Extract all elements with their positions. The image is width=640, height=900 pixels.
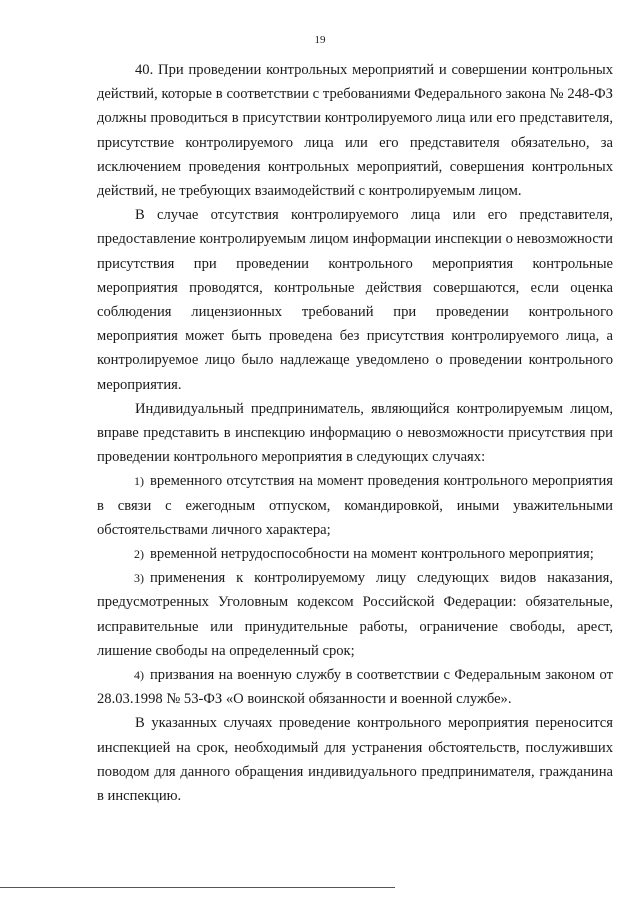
list-item: [97, 566, 613, 663]
list-item: [97, 469, 613, 542]
list-item-text: применения к контролируемому лицу следующих видов наказания, предусмотренных Уголовным кодексом Российской Федерации: обязательные, исправительные или принудительные работы, ограничение свободы, арест, лишение свободы на определенный срок;: [97, 570, 613, 659]
list-item: [97, 542, 613, 566]
list-marker: 1): [134, 474, 144, 489]
list-marker: 4): [134, 668, 144, 683]
list-item: [97, 663, 613, 711]
list-marker: 2): [134, 547, 144, 562]
page-number: 19: [314, 34, 326, 46]
footer-divider: [0, 887, 395, 888]
paragraph-item-40: 40. При проведении контрольных мероприятий и совершении контрольных действий, которые в соответствии с требованиями Федерального закона № 248-ФЗ должны проводиться в присутствии контролируемого лица или его представителя, присутствие контролируемого лица или его представителя обязательно, за исключением проведения контрольных мероприятий, совершения контрольных действий, не требующих взаимодействий с контролируемым лицом.: [97, 62, 613, 200]
list-marker: 3): [134, 571, 144, 586]
list-item-text: временной нетрудоспособности на момент контрольного мероприятия;: [150, 546, 594, 563]
paragraph-postponement: В указанных случаях проведение контрольного мероприятия переносится инспекцией на срок, необходимый для устранения обстоятельств, послуживших поводом для данного обращения индивидуального предпринимателя, гражданина в инспекцию.: [97, 715, 613, 805]
list-item-text: призвания на военную службу в соответствии с Федеральным законом от 28.03.1998 № 53-ФЗ «О воинской обязанности и военной службе».: [97, 667, 613, 708]
paragraph-absence-of-controlled-person: В случае отсутствия контролируемого лица или его представителя, предоставление контролируемым лицом информации инспекции о невозможности присутствия при проведении контрольного мероприятия контрольные мероприятия проводятся, контрольные действия совершаются, если оценка соблюдения лицензионных требований при проведении контрольного мероприятия может быть проведена без присутствия контролируемого лица, а контролируемое лицо было надлежаще уведомлено о проведении контрольного мероприятия.: [97, 207, 613, 393]
list-item-text: временного отсутствия на момент проведения контрольного мероприятия в связи с ежегодным отпуском, командировкой, иными уважительными обстоятельствами личного характера;: [97, 473, 613, 538]
paragraph-entrepreneur-right: Индивидуальный предприниматель, являющийся контролируемым лицом, вправе представить в инспекцию информацию о невозможности присутствия при проведении контрольного мероприятия в следующих случаях:: [97, 400, 613, 466]
document-body: [97, 58, 613, 808]
